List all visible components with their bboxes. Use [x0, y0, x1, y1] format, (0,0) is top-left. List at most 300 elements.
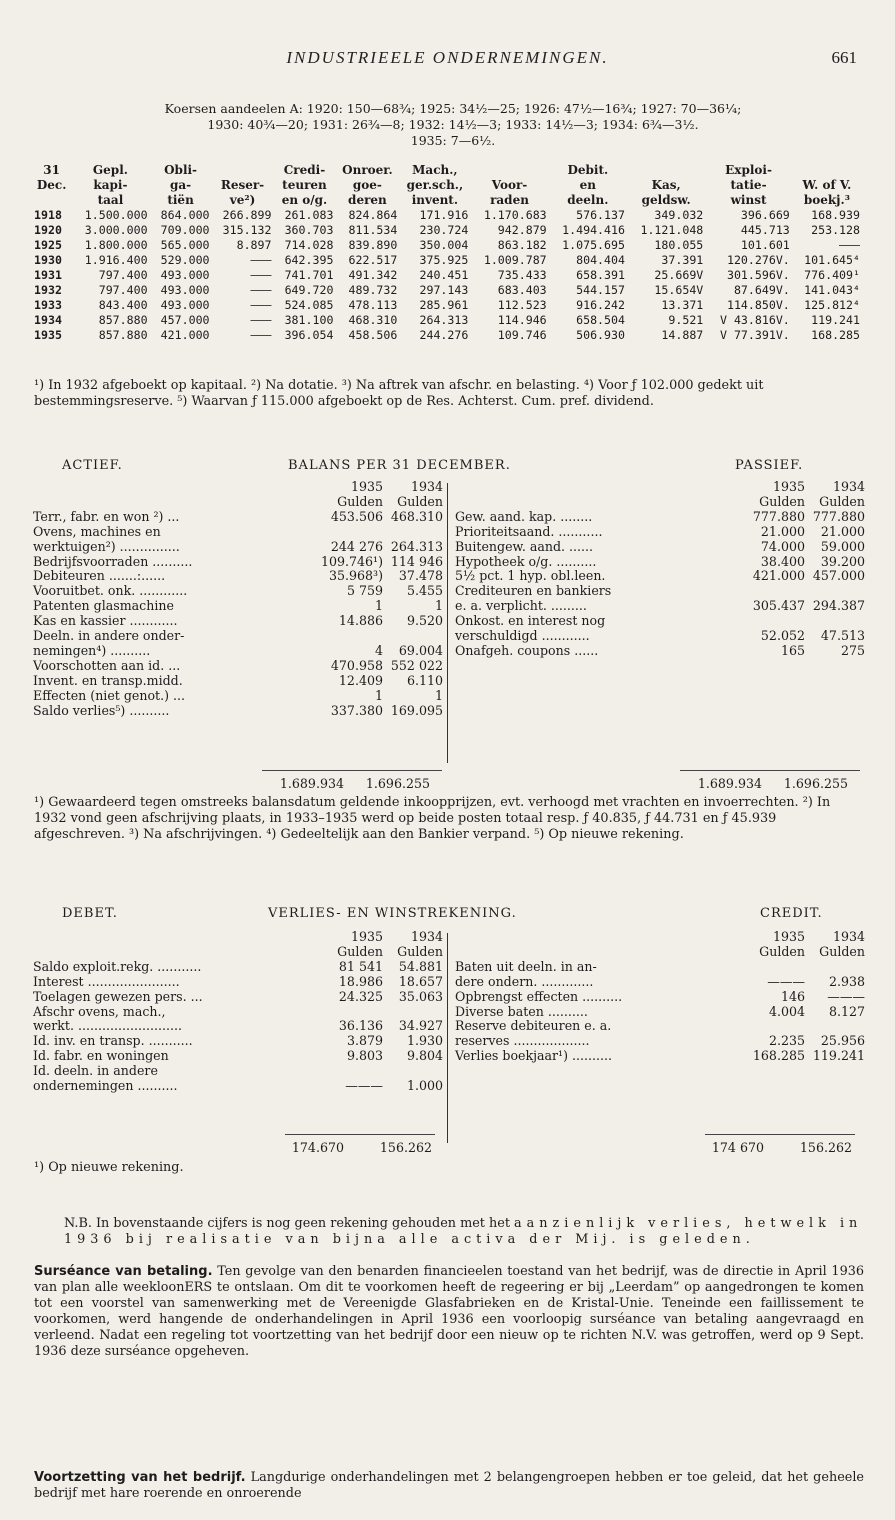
ledger-value-1935: 9.803	[346, 1048, 383, 1064]
column-header: raden	[490, 193, 529, 207]
ledger-value-1935: 244 276	[330, 538, 383, 554]
actief-totals	[262, 776, 434, 791]
ledger-value-1935: ———	[767, 973, 805, 989]
ledger-row	[455, 960, 865, 975]
ledger-value-1934: 47.513	[820, 628, 865, 644]
ledger-row	[455, 540, 865, 555]
ledger-value-1935: 109.746¹)	[320, 553, 383, 569]
value-cell: 741.701	[284, 268, 334, 282]
ledger-value-1935	[313, 1064, 383, 1079]
balans-actief	[33, 480, 443, 719]
ledger-value-1935: 52.052	[760, 628, 805, 644]
ledger-row	[33, 644, 443, 659]
vw-title: VERLIES- EN WINSTREKENING.	[268, 906, 517, 921]
value-cell: 25.669V	[654, 268, 704, 282]
ledger-value-1934: 1	[434, 687, 443, 703]
ledger-row	[33, 659, 443, 674]
ledger-label: dere ondern. .............	[455, 973, 594, 989]
ledger-value-1934: 1.930	[406, 1033, 443, 1049]
ledger-value-1934: 2.938	[828, 973, 865, 989]
value-cell: 1.121.048	[640, 223, 704, 237]
debet-heading: DEBET.	[62, 906, 118, 921]
ledger-row	[33, 525, 443, 540]
ledger-row	[455, 510, 865, 525]
ledger-label: Voorschotten aan id. ...	[33, 657, 181, 673]
column-header	[470, 163, 548, 178]
ledger-value-1934: 25.956	[820, 1033, 865, 1049]
value-cell: 266.899	[222, 208, 272, 222]
ledger-value-1934: 5.455	[406, 583, 443, 599]
unit-header: Gulden	[759, 943, 805, 959]
ledger-value-1934: 35.063	[398, 988, 443, 1004]
value-cell: 349.032	[654, 208, 704, 222]
column-header: Exploi-	[725, 163, 772, 177]
vw-divider	[447, 933, 448, 1143]
actief-heading: ACTIEF.	[62, 458, 123, 473]
value-cell: 8.897	[236, 238, 272, 252]
passief-total-rule	[680, 770, 860, 771]
value-cell: 101.645⁴	[804, 253, 860, 267]
ledger-label: e. a. verplicht. .........	[455, 598, 587, 614]
ledger-row	[33, 674, 443, 689]
column-header: taal	[97, 193, 124, 207]
unit-header-row	[455, 495, 865, 510]
ledger-value-1934	[805, 584, 865, 599]
ledger-value-1935: 421.000	[752, 568, 805, 584]
ledger-label: 5½ pct. 1 hyp. obl.leen.	[455, 568, 606, 584]
ledger-value-1935	[313, 629, 383, 644]
year-header: 1934	[832, 929, 865, 944]
value-cell: 141.043⁴	[804, 283, 860, 297]
value-cell: 261.083	[284, 208, 334, 222]
year-header-row	[455, 480, 865, 495]
ledger-label: reserves ...................	[455, 1033, 590, 1049]
value-cell: 3.000.000	[84, 223, 148, 237]
value-cell: 168.939	[811, 208, 860, 222]
nb-spaced-text: aanzienlijk verlies, hetwelk in 1936 bij realisatie van bijna alle activa der Mij. is geleden.	[64, 1216, 863, 1247]
value-cell: 1.500.000	[84, 208, 148, 222]
year-cell: 1934	[34, 313, 62, 327]
value-cell: 1.494.416	[562, 223, 625, 237]
column-header: winst	[730, 193, 767, 207]
ledger-value-1935: 36.136	[338, 1018, 383, 1034]
vw-debet	[33, 930, 443, 1094]
passief-total-1935: 1.689.934	[697, 776, 762, 791]
ledger-value-1935: 74.000	[760, 538, 805, 554]
ledger-label: Patenten glasmachine	[33, 598, 174, 614]
year-cell: 1933	[34, 298, 62, 312]
ledger-label: werktuigen²) ...............	[33, 538, 180, 554]
value-cell: 1.009.787	[483, 253, 547, 267]
ledger-value-1935: 14.886	[338, 613, 383, 629]
ledger-row	[33, 1064, 443, 1079]
value-cell: 864.000	[160, 208, 210, 222]
ledger-value-1934	[805, 960, 865, 975]
table-footnotes: ¹) In 1932 afgeboekt op kapitaal. ²) Na dotatie. ³) Na aftrek van afschr. en belasting. ⁴) Voor ƒ 102.000 gedekt uit bestemmingsreserve. ⁵) Waarvan ƒ 115.000 afgeboekt op de Res. Achterst. Cum. pref. dividend.	[34, 378, 764, 409]
ledger-value-1935: 777.880	[752, 508, 805, 524]
value-cell: 489.732	[348, 283, 398, 297]
ledger-value-1935: 35.968³)	[328, 568, 383, 584]
unit-header: Gulden	[397, 943, 443, 959]
value-cell: 396.054	[284, 328, 334, 342]
passief-heading: PASSIEF.	[735, 458, 804, 473]
ledger-row	[455, 569, 865, 584]
ledger-value-1935: 81 541	[338, 958, 383, 974]
ledger-label: ondernemingen ..........	[33, 1078, 178, 1094]
ledger-value-1934: 8.127	[828, 1003, 865, 1019]
ledger-row	[33, 1034, 443, 1049]
ledger-row	[33, 540, 443, 555]
ledger-value-1934	[805, 1019, 865, 1034]
column-header: Debit.	[567, 163, 609, 177]
value-cell: ———	[250, 328, 272, 342]
credit-heading: CREDIT.	[760, 906, 823, 921]
value-cell: 297.143	[419, 283, 469, 297]
ledger-value-1934: 264.313	[390, 538, 443, 554]
ledger-label: Toelagen gewezen pers. ...	[33, 988, 203, 1004]
ledger-row	[33, 1079, 443, 1094]
page-number: 661	[831, 48, 857, 67]
ledger-label: Invent. en transp.midd.	[33, 672, 183, 688]
ledger-row	[33, 689, 443, 704]
credit-total-1935: 174 670	[711, 1140, 764, 1155]
column-header: en o/g.	[281, 193, 328, 207]
table-row	[32, 208, 862, 223]
column-header	[627, 163, 705, 178]
value-cell: 576.137	[576, 208, 625, 222]
column-header: ger.sch.,	[406, 178, 464, 192]
ledger-value-1934	[383, 1005, 443, 1020]
value-cell: 709.000	[160, 223, 210, 237]
column-header: Gepl.	[92, 163, 128, 177]
ledger-row	[33, 555, 443, 570]
value-cell: 240.451	[419, 268, 469, 282]
column-header: Reser-	[220, 178, 265, 192]
ledger-label: Baten uit deeln. in an-	[455, 958, 597, 974]
ledger-row	[455, 599, 865, 614]
value-cell: 863.182	[497, 238, 547, 252]
ledger-label: Id. deeln. in andere	[33, 1063, 158, 1079]
value-cell: 735.433	[497, 268, 547, 282]
ledger-value-1935: 24.325	[338, 988, 383, 1004]
year-header: 1934	[832, 479, 865, 494]
year-cell: 1932	[34, 283, 62, 297]
value-cell: 244.276	[419, 328, 469, 342]
value-cell: 622.517	[348, 253, 398, 267]
ledger-value-1934: 59.000	[820, 538, 865, 554]
value-cell: 942.879	[497, 223, 547, 237]
table-row	[32, 283, 862, 298]
column-header: teuren	[282, 178, 327, 192]
vw-footnote: ¹) Op nieuwe rekening.	[34, 1160, 184, 1175]
value-cell: 839.890	[348, 238, 398, 252]
value-cell: 493.000	[160, 283, 210, 297]
column-header: Mach.,	[412, 163, 458, 177]
surseance-heading: Surséance van betaling.	[34, 1264, 213, 1279]
ledger-value-1935	[735, 1019, 805, 1034]
ledger-label: Gew. aand. kap. ........	[455, 508, 593, 524]
passief-total-1934: 1.696.255	[783, 776, 849, 791]
ledger-value-1934	[383, 1064, 443, 1079]
table-row	[32, 253, 862, 268]
year-cell: 1920	[34, 223, 62, 237]
actief-total-1935: 1.689.934	[279, 776, 344, 791]
value-cell: 37.391	[661, 253, 704, 267]
value-cell: 642.395	[284, 253, 334, 267]
year-cell: 1931	[34, 268, 62, 282]
unit-header: Gulden	[397, 493, 443, 509]
value-cell: 350.004	[419, 238, 469, 252]
ledger-value-1934: ———	[827, 988, 865, 1004]
ledger-row	[455, 1034, 865, 1049]
ledger-value-1934: 468.310	[390, 508, 443, 524]
ledger-label: nemingen⁴) ..........	[33, 642, 151, 658]
year-header: 1935	[772, 929, 805, 944]
ledger-value-1934: 21.000	[820, 523, 865, 539]
column-header: invent.	[411, 193, 459, 207]
value-cell: ———	[250, 268, 272, 282]
value-cell: ———	[250, 253, 272, 267]
ledger-label: Id. fabr. en woningen	[33, 1048, 169, 1064]
paragraph-surseance	[34, 1264, 864, 1359]
value-cell: 468.310	[348, 313, 398, 327]
ledger-row	[33, 510, 443, 525]
value-cell: 109.746	[497, 328, 547, 342]
value-cell: 381.100	[284, 313, 334, 327]
ledger-label: Onafgeh. coupons ......	[455, 642, 599, 658]
ledger-value-1934: 6.110	[406, 672, 443, 688]
ledger-label: Id. inv. en transp. ...........	[33, 1033, 193, 1049]
unit-header: Gulden	[819, 493, 865, 509]
value-cell: 421.000	[160, 328, 210, 342]
value-cell: 683.403	[497, 283, 547, 297]
table-row	[32, 238, 862, 253]
ledger-value-1934: 457.000	[812, 568, 865, 584]
value-cell: 529.000	[160, 253, 210, 267]
unit-header: Gulden	[819, 943, 865, 959]
value-cell: 916.242	[576, 298, 625, 312]
ledger-value-1935	[735, 614, 805, 629]
ledger-row	[455, 1049, 865, 1064]
value-cell: V 77.391V.	[719, 328, 790, 342]
unit-header: Gulden	[337, 943, 383, 959]
balans-passief	[455, 480, 865, 659]
historical-table	[32, 163, 862, 343]
unit-header-row	[33, 495, 443, 510]
debet-total-rule	[285, 1134, 435, 1135]
ledger-label: Afschr ovens, mach.,	[33, 1003, 166, 1019]
value-cell: 396.669	[740, 208, 790, 222]
value-cell: 125.812⁴	[804, 298, 860, 312]
ledger-row	[455, 975, 865, 990]
page-header-title: INDUSTRIEELE ONDERNEMINGEN.	[286, 48, 609, 67]
ledger-label: Buitengew. aand. ......	[455, 538, 594, 554]
value-cell: 114.946	[497, 313, 547, 327]
header-row	[32, 163, 862, 178]
column-header: 31	[43, 163, 60, 177]
credit-total-rule	[705, 1134, 855, 1135]
value-cell: 506.930	[576, 328, 625, 342]
table-row	[32, 313, 862, 328]
column-header: en	[579, 178, 596, 192]
ledger-value-1935: 21.000	[760, 523, 805, 539]
value-cell: 14.887	[661, 328, 704, 342]
year-cell: 1918	[34, 208, 62, 222]
year-header-row	[455, 930, 865, 945]
table-row	[32, 328, 862, 343]
column-header: deeln.	[567, 193, 609, 207]
value-cell: 101.601	[740, 238, 790, 252]
ledger-label: Deeln. in andere onder-	[33, 628, 185, 644]
ledger-value-1935: 146	[780, 988, 805, 1004]
ledger-value-1934: 9.520	[406, 613, 443, 629]
ledger-value-1934: 1	[434, 598, 443, 614]
value-cell: 264.313	[419, 313, 469, 327]
unit-header: Gulden	[337, 493, 383, 509]
ledger-value-1934: 294.387	[812, 598, 865, 614]
ledger-label: Saldo verlies⁵) ..........	[33, 702, 170, 718]
ledger-label: Debiteuren .......:......	[33, 568, 166, 584]
value-cell: 112.523	[497, 298, 547, 312]
nb-note	[64, 1216, 864, 1248]
value-cell: 714.028	[284, 238, 334, 252]
value-cell: 843.400	[98, 298, 148, 312]
ledger-label: Terr., fabr. en won ²) ...	[33, 508, 180, 524]
value-cell: 285.961	[419, 298, 469, 312]
value-cell: 445.713	[740, 223, 790, 237]
value-cell: 119.241	[811, 313, 860, 327]
ledger-row	[455, 614, 865, 629]
ledger-row	[33, 1049, 443, 1064]
ledger-label: Reserve debiteuren e. a.	[455, 1018, 612, 1034]
ledger-label: Prioriteitsaand. ...........	[455, 523, 603, 539]
balans-divider	[447, 483, 448, 763]
ledger-row	[33, 975, 443, 990]
ledger-row	[455, 555, 865, 570]
ledger-label: Onkost. en interest nog	[455, 613, 606, 629]
ledger-value-1935: 470.958	[330, 657, 383, 673]
value-cell: 857.880	[98, 313, 148, 327]
ledger-value-1935: 3.879	[346, 1033, 383, 1049]
voortzetting-text: Langdurige onderhandelingen met 2 belangengroepen hebben er toe geleid, dat het geheele bedrijf met hare roerende en onroerende	[34, 1470, 865, 1501]
column-header: Dec.	[36, 178, 67, 192]
nb-prefix: N.B. In bovenstaande cijfers is nog geen rekening gehouden met het	[64, 1216, 510, 1231]
ledger-value-1934: 34.927	[398, 1018, 443, 1034]
ledger-value-1934: 552 022	[390, 657, 443, 673]
value-cell: 168.285	[811, 328, 860, 342]
ledger-value-1935	[313, 1005, 383, 1020]
actief-total-rule	[262, 770, 442, 771]
column-header: tatie-	[730, 178, 767, 192]
ledger-row	[455, 1005, 865, 1020]
value-cell: 811.534	[348, 223, 398, 237]
column-header: ga-	[169, 178, 192, 192]
ledger-row	[455, 629, 865, 644]
balans-title: BALANS PER 31 DECEMBER.	[288, 458, 511, 473]
ledger-label: Opbrengst effecten ..........	[455, 988, 623, 1004]
ledger-label: Ovens, machines en	[33, 523, 161, 539]
ledger-value-1934: 169.095	[390, 702, 443, 718]
header-row	[32, 178, 862, 193]
value-cell: 301.596V.	[726, 268, 790, 282]
value-cell: 524.085	[284, 298, 334, 312]
share-prices: Koersen aandeelen A: 1920: 150—68¾; 1925: 34½—25; 1926: 47½—16¾; 1927: 70—36¼; 1930: 40¾—20; 1931: 26¾—8; 1932: 14½—3; 1933: 14½—3; 1934: 6¾—3½. 1935: 7—6½.	[164, 101, 742, 148]
column-header: W. of V.	[802, 178, 852, 192]
value-cell: 776.409¹	[804, 268, 860, 282]
value-cell: ———	[250, 313, 272, 327]
ledger-row	[33, 599, 443, 614]
value-cell: 375.925	[419, 253, 469, 267]
year-header: 1935	[350, 479, 383, 494]
ledger-value-1935: 18.986	[338, 973, 383, 989]
column-header: ve²)	[229, 193, 256, 207]
ledger-label: Verlies boekjaar¹) ..........	[455, 1048, 613, 1064]
year-header: 1934	[410, 929, 443, 944]
ledger-value-1934: 114 946	[390, 553, 443, 569]
surseance-text: Ten gevolge van den benarden financieelen toestand van het bedrijf, was de directie in April 1936 van plan alle weekloonERS te ontslaan. Om dit te voorkomen heeft de regeering er bij „Leerdam” op aangedrongen te komen tot een voorstel van samenwerking met de Vereenigde Glasfabrieken en de Kristal-Unie. Teneinde een faillissement te voorkomen, werd hangende de onderhandelingen in April 1936 een voorloopig surséance van betaling aangevraagd en verleend. Nadat een regeling tot voortzetting van het bedrijf door een nieuw op te richten N.V. was getroffen, werd op 9 Sept. 1936 deze surséance opgeheven.	[34, 1264, 864, 1359]
ledger-label: Hypotheek o/g. ..........	[455, 553, 597, 569]
ledger-row	[455, 525, 865, 540]
column-header: goe-	[352, 178, 382, 192]
ledger-value-1934: 9.804	[406, 1048, 443, 1064]
unit-header-row	[33, 945, 443, 960]
credit-totals	[692, 1140, 852, 1155]
value-cell: 458.506	[348, 328, 398, 342]
passief-totals	[680, 776, 852, 791]
column-header: Kas,	[651, 178, 681, 192]
ledger-row	[33, 990, 443, 1005]
value-cell: 1.170.683	[483, 208, 547, 222]
year-header: 1935	[772, 479, 805, 494]
value-cell: 857.880	[98, 328, 148, 342]
ledger-value-1935: 453.506	[330, 508, 383, 524]
ledger-row	[455, 990, 865, 1005]
value-cell: 1.800.000	[84, 238, 148, 252]
ledger-value-1935: 4.004	[768, 1003, 805, 1019]
value-cell: 315.132	[222, 223, 272, 237]
value-cell: 171.916	[419, 208, 469, 222]
voortzetting-heading: Voortzetting van het bedrijf.	[34, 1470, 246, 1485]
year-header-row	[33, 480, 443, 495]
ledger-value-1935: 38.400	[760, 553, 805, 569]
ledger-value-1934	[383, 629, 443, 644]
ledger-label: Diverse baten ..........	[455, 1003, 588, 1019]
debet-total-1935: 174.670	[291, 1140, 344, 1155]
value-cell: 15.654V	[654, 283, 704, 297]
value-cell: 493.000	[160, 268, 210, 282]
value-cell: 180.055	[654, 238, 704, 252]
ledger-value-1934: 275	[840, 642, 865, 658]
ledger-value-1935: 12.409	[338, 672, 383, 688]
ledger-value-1934: 69.004	[398, 642, 443, 658]
header-row	[32, 193, 862, 208]
ledger-row	[33, 1005, 443, 1020]
ledger-value-1935: 337.380	[330, 702, 383, 718]
value-cell: 360.703	[284, 223, 334, 237]
column-header: Obli-	[164, 163, 198, 177]
ledger-value-1935: 5 759	[346, 583, 383, 599]
value-cell: 253.128	[811, 223, 860, 237]
ledger-label: Saldo exploit.rekg. ...........	[33, 958, 202, 974]
ledger-value-1935	[735, 960, 805, 975]
value-cell: 658.504	[576, 313, 625, 327]
value-cell: V 43.816V.	[719, 313, 790, 327]
column-header: deren	[348, 193, 387, 207]
ledger-label: Effecten (niet genot.) ...	[33, 687, 186, 703]
value-cell: 1.916.400	[84, 253, 148, 267]
column-header: geldsw.	[641, 193, 691, 207]
ledger-value-1934: 119.241	[812, 1048, 865, 1064]
